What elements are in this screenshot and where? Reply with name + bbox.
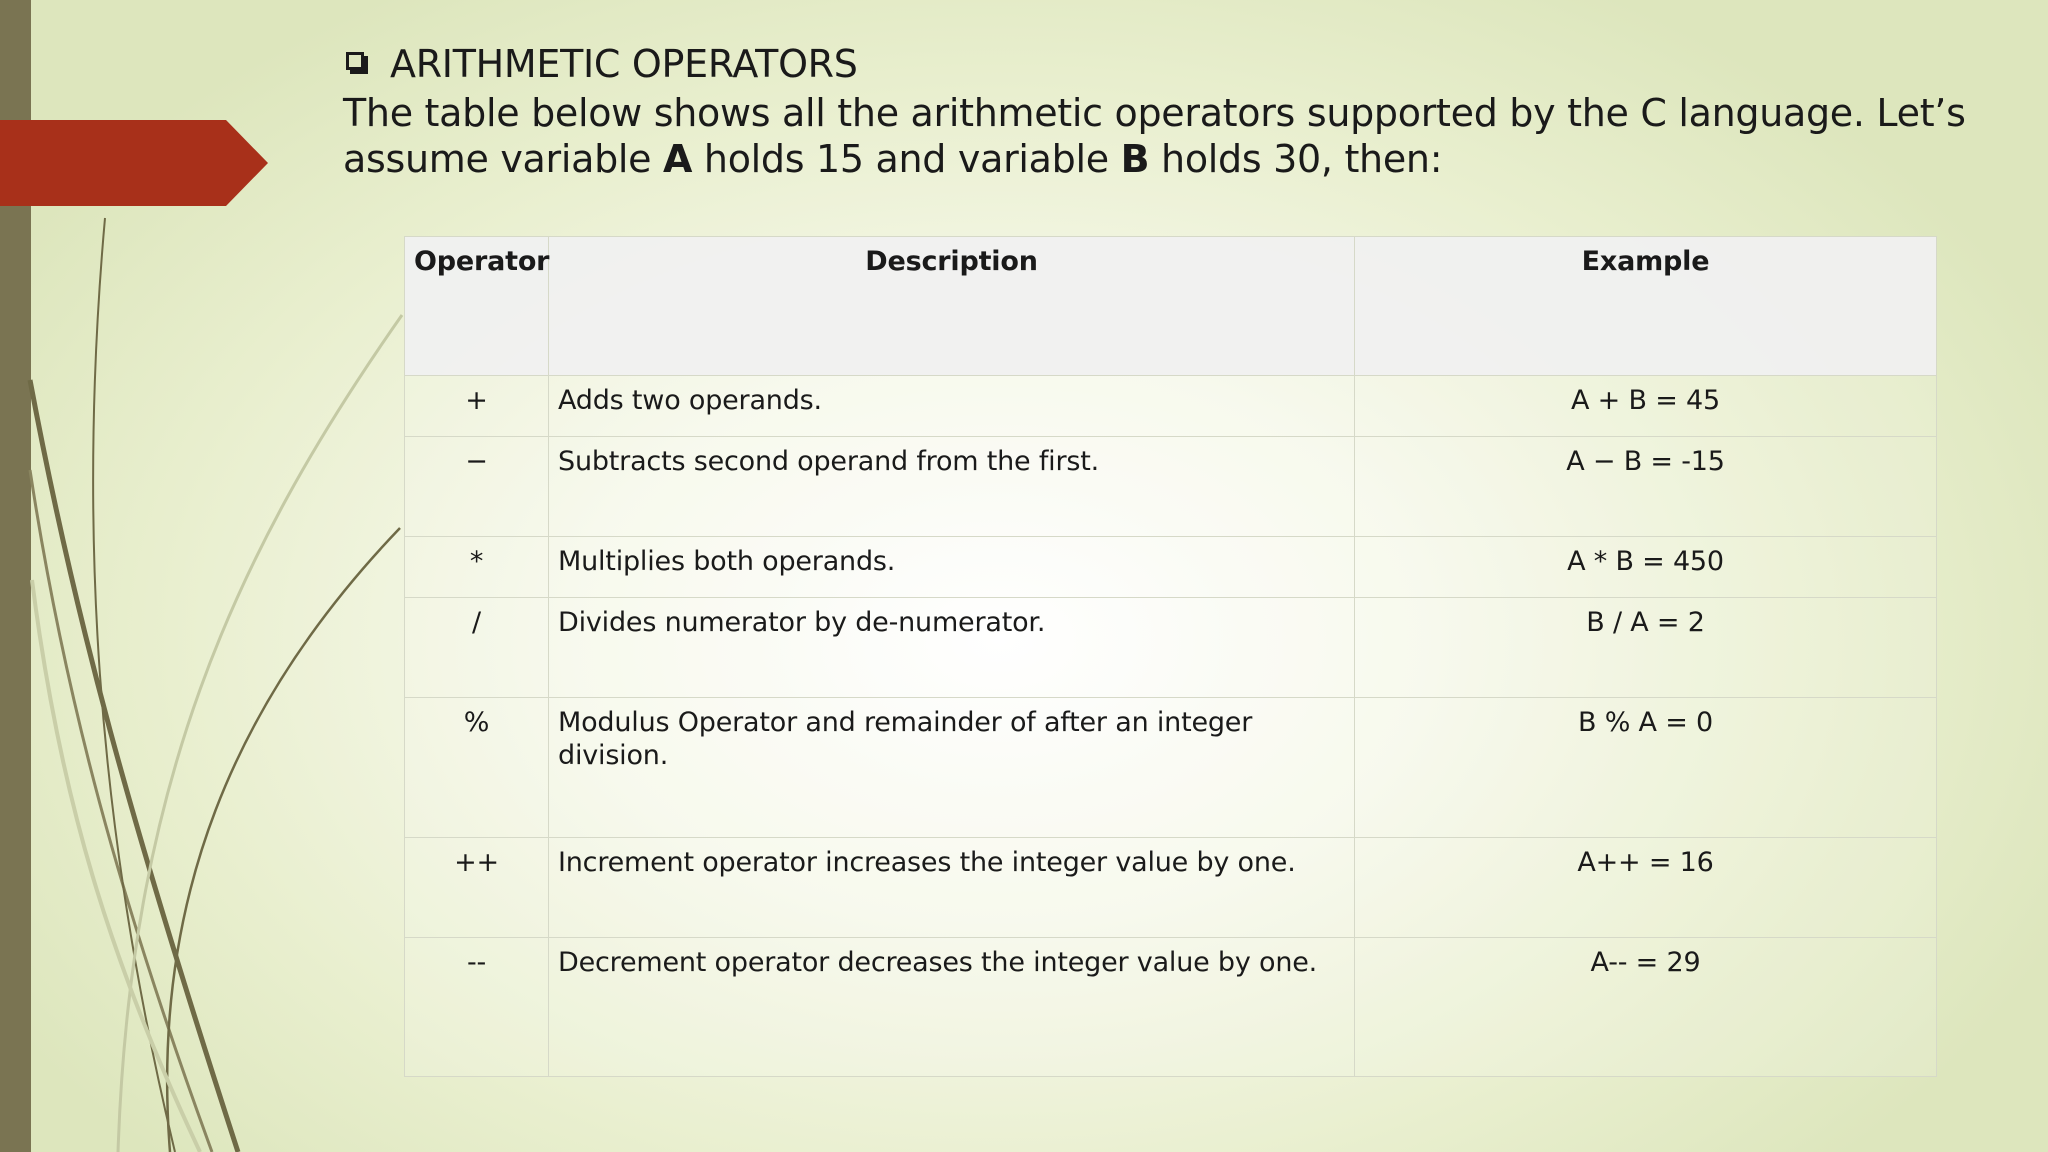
- description-cell: Modulus Operator and remainder of after an integer division.: [549, 698, 1355, 838]
- description-cell: Multiplies both operands.: [549, 537, 1355, 598]
- example-cell: B / A = 2: [1355, 598, 1937, 698]
- variable-b: B: [1120, 137, 1150, 181]
- operator-cell: /: [405, 598, 549, 698]
- heading-text: ARITHMETIC OPERATORS: [390, 42, 858, 86]
- description-cell: Subtracts second operand from the first.: [549, 437, 1355, 537]
- description-cell: Divides numerator by de-numerator.: [549, 598, 1355, 698]
- operator-cell: −: [405, 437, 549, 537]
- table-row: [405, 537, 1937, 598]
- operator-cell: %: [405, 698, 549, 838]
- table-row: [405, 376, 1937, 437]
- operator-cell: --: [405, 938, 549, 1077]
- table-row: [405, 698, 1937, 838]
- example-cell: A * B = 450: [1355, 537, 1937, 598]
- table-row: [405, 838, 1937, 938]
- operator-cell: *: [405, 537, 549, 598]
- example-cell: B % A = 0: [1355, 698, 1937, 838]
- table-row: [405, 437, 1937, 537]
- description-cell: Increment operator increases the integer value by one.: [549, 838, 1355, 938]
- table-header-row: [405, 237, 1937, 376]
- header-description: Description: [549, 237, 1355, 376]
- intro-paragraph: [343, 90, 2023, 182]
- operator-cell: +: [405, 376, 549, 437]
- example-cell: A++ = 16: [1355, 838, 1937, 938]
- red-arrow-tab: [0, 120, 268, 206]
- table-row: [405, 598, 1937, 698]
- header-operator: Operator: [405, 237, 549, 376]
- slide-heading: [343, 42, 858, 86]
- intro-text-3: holds 30, then:: [1149, 137, 1443, 181]
- intro-text-1: The table below shows all the arithmetic operators supported by the C language. Let’s assume variable: [343, 91, 1966, 181]
- checkbox-bullet-icon: [346, 52, 364, 70]
- description-cell: Decrement operator decreases the integer value by one.: [549, 938, 1355, 1077]
- example-cell: A + B = 45: [1355, 376, 1937, 437]
- table-row: [405, 938, 1937, 1077]
- variable-a: A: [663, 137, 693, 181]
- operators-table: [404, 236, 1937, 1077]
- example-cell: A − B = -15: [1355, 437, 1937, 537]
- description-cell: Adds two operands.: [549, 376, 1355, 437]
- header-example: Example: [1355, 237, 1937, 376]
- operator-cell: ++: [405, 838, 549, 938]
- intro-text-2: holds 15 and variable: [692, 137, 1121, 181]
- example-cell: A-- = 29: [1355, 938, 1937, 1077]
